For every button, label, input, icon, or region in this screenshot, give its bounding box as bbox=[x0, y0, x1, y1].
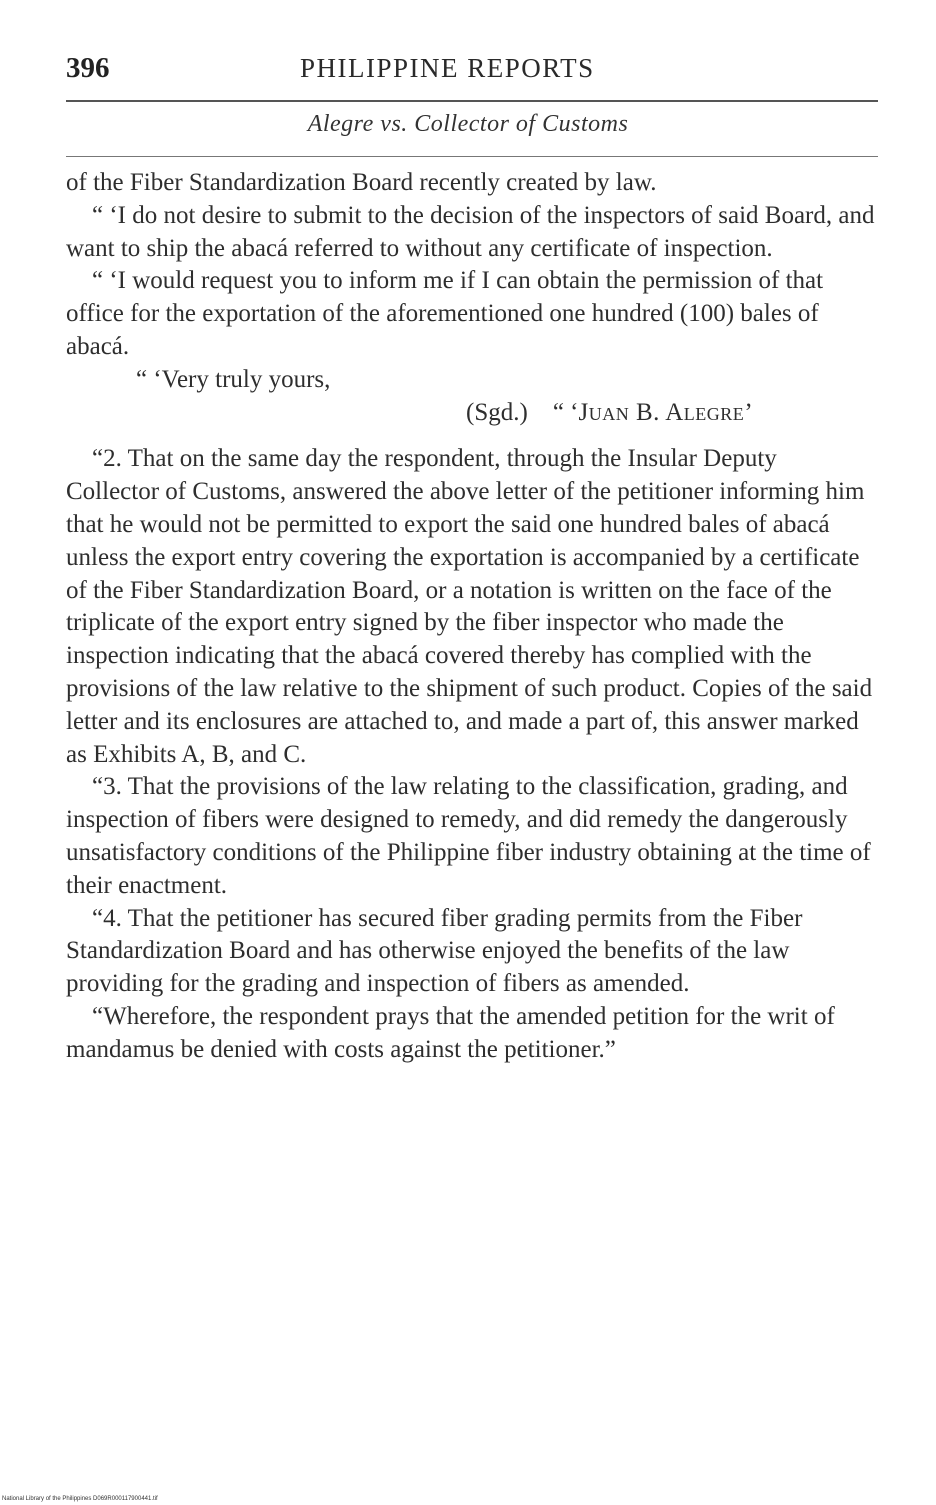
body-text bbox=[66, 167, 876, 1067]
paragraph-5: “3. That the provisions of the law relating to the classification, grading, and inspection of fibers were designed to remedy, and did remedy the dangerously unsatisfactory conditions of the Philippine fiber industry obtaining at the time of their enactment. bbox=[66, 773, 871, 899]
paragraph-7: “Wherefore, the respondent prays that the amended petition for the writ of mandamus be denied with costs against the petitioner.” bbox=[66, 1002, 835, 1063]
paragraph-6: “4. That the petitioner has secured fiber grading permits from the Fiber Standardization Board and has otherwise enjoyed the benefits of the law providing for the grading and inspection of fibers as amended. bbox=[66, 904, 803, 998]
case-title: Alegre vs. Collector of Customs bbox=[307, 111, 629, 137]
signature-quote-open: “ ‘ bbox=[552, 398, 579, 426]
footer-source: National Library of the Philippines D069R000117900441.tif bbox=[2, 1496, 158, 1502]
letter-closing: “ ‘Very truly yours, bbox=[136, 365, 331, 393]
paragraph-1: of the Fiber Standardization Board recently created by law. bbox=[66, 169, 657, 196]
header-rule-top bbox=[66, 100, 878, 102]
signature-line bbox=[66, 397, 876, 430]
paragraph-4: “2. That on the same day the respondent, through the Insular Deputy Collector of Customs, answered the above letter of the petitioner informing him that he would not be permitted to export the said one hundred bales of abacá unless the export entry covering the exportation is accompanied by a certificate of the Fiber Standardization Board, or a notation is written on the face of the triplicate of the export entry signed by the fiber inspector who made the inspection indicating that the abacá covered thereby has complied with the provisions of the law relative to the shipment of such product. Copies of the said letter and its enclosures are attached to, and made a part of, this answer marked as Exhibits A, B, and C. bbox=[66, 445, 873, 768]
page-number: 396 bbox=[66, 52, 110, 84]
running-head: PHILIPPINE REPORTS bbox=[300, 53, 595, 83]
header-rule-bottom bbox=[66, 156, 878, 157]
paragraph-3: “ ‘I would request you to inform me if I can obtain the permission of that office for the exportation of the aforementioned one hundred (100) bales of abacá. bbox=[66, 267, 824, 360]
sgd-label: (Sgd.) bbox=[466, 398, 528, 426]
paragraph-2: “ ‘I do not desire to submit to the decision of the inspectors of said Board, and want to ship the abacá referred to without any certificate of inspection. bbox=[66, 201, 875, 262]
signature-quote-close: ’ bbox=[744, 398, 753, 426]
signature-name: Juan B. Alegre bbox=[578, 398, 745, 426]
